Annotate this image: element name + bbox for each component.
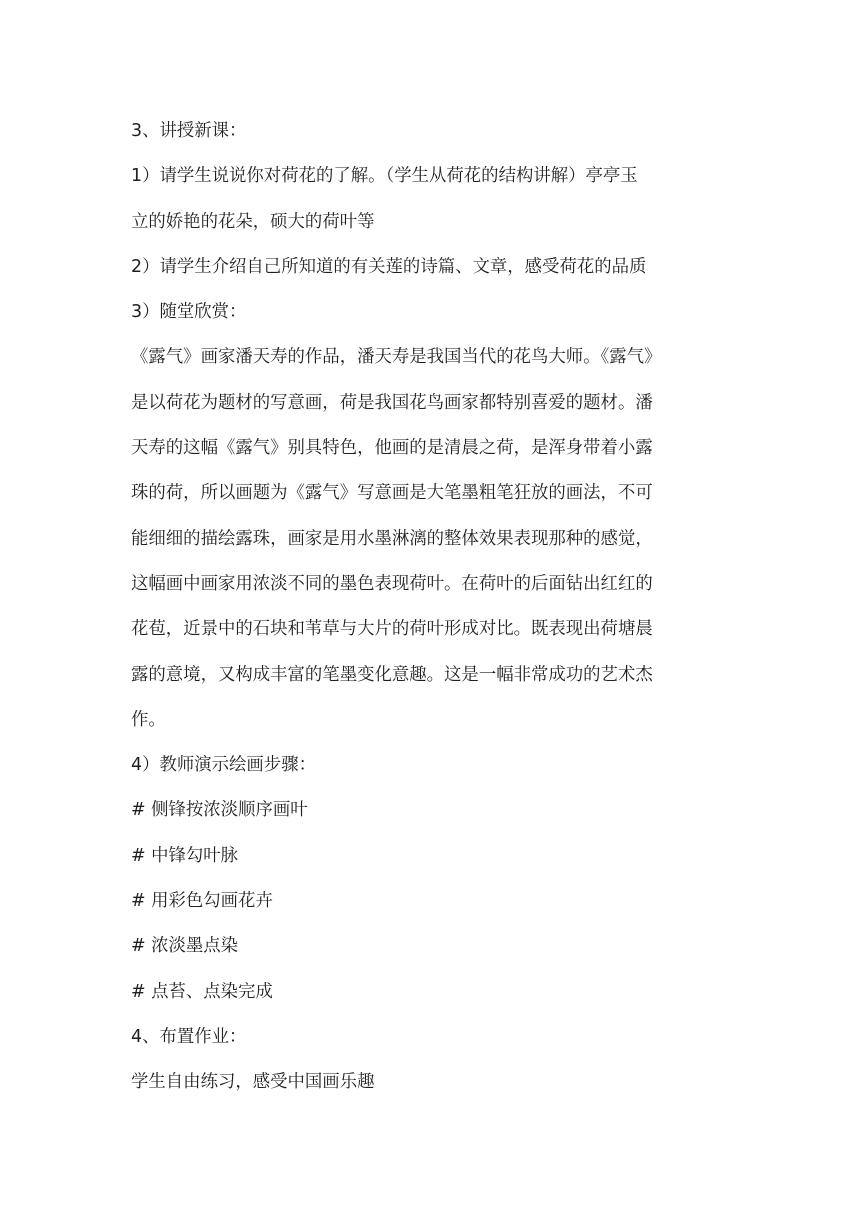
text-line: 珠的荷，所以画题为《露气》写意画是大笔墨粗笔狂放的画法，不可	[131, 483, 653, 504]
text-line: 这幅画中画家用浓淡不同的墨色表现荷叶。在荷叶的后面钻出红红的	[131, 573, 653, 594]
text-line: 2）请学生介绍自己所知道的有关莲的诗篇、文章，感受荷花的品质	[131, 256, 647, 277]
section-heading-homework: 4、布置作业：	[131, 1026, 247, 1047]
step-item: # 用彩色勾画花卉	[131, 891, 273, 912]
step-item: # 中锋勾叶脉	[131, 845, 239, 866]
text-line: 能细细的描绘露珠，画家是用水墨淋漓的整体效果表现那种的感觉，	[131, 528, 653, 549]
subsection-heading-appreciation: 3）随堂欣赏：	[131, 302, 247, 323]
text-line: 天寿的这幅《露气》别具特色，他画的是清晨之荷，是浑身带着小露	[131, 438, 653, 459]
text-line: 花苞，近景中的石块和苇草与大片的荷叶形成对比。既表现出荷塘晨	[131, 619, 653, 640]
section-heading-teach-new-lesson: 3、讲授新课：	[131, 121, 247, 141]
step-item: # 浓淡墨点染	[131, 936, 239, 957]
text-line: 是以荷花为题材的写意画，荷是我国花鸟画家都特别喜爱的题材。潘	[131, 392, 653, 413]
step-item: # 点苔、点染完成	[131, 981, 273, 1002]
text-line: 作。	[131, 709, 166, 730]
text-line: 立的娇艳的花朵，硕大的荷叶等	[131, 211, 375, 232]
text-line: 露的意境，又构成丰富的笔墨变化意趣。这是一幅非常成功的艺术杰	[131, 664, 653, 685]
text-line: 1）请学生说说你对荷花的了解。（学生从荷花的结构讲解）亭亭玉	[131, 166, 638, 187]
subsection-heading-demo-steps: 4）教师演示绘画步骤：	[131, 755, 316, 776]
text-line: 《露气》画家潘天寿的作品，潘天寿是我国当代的花鸟大师。《露气》	[131, 347, 662, 368]
step-item: # 侧锋按浓淡顺序画叶	[131, 800, 308, 821]
document-body	[131, 109, 731, 1106]
text-line: 学生自由练习，感受中国画乐趣	[131, 1072, 375, 1093]
